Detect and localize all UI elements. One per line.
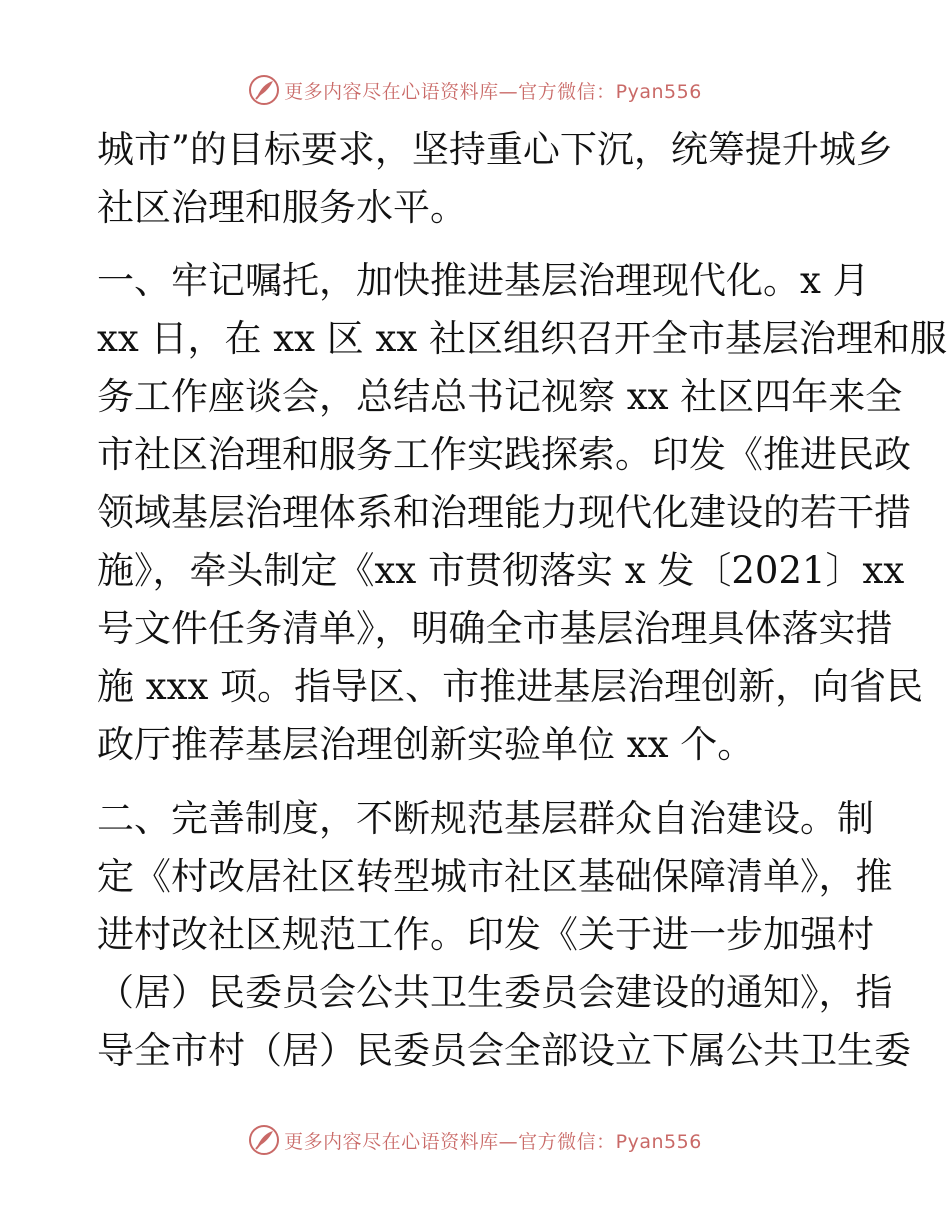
body-line-7: 领域基层治理体系和治理能力现代化建设的若干措 (97, 491, 911, 534)
body-line-10: 施 xxx 项。指导区、市推进基层治理创新，向省民 (97, 665, 924, 708)
body-line-15: （居）民委员会公共卫生委员会建设的通知》，指 (97, 971, 893, 1014)
watermark-text: 更多内容尽在心语资料库—官方微信：Pyan556 (284, 1130, 702, 1153)
feather-pen-icon (248, 1124, 280, 1156)
body-line-6: 市社区治理和服务工作实践探索。印发《推进民政 (97, 433, 911, 476)
body-line-1: 城市”的目标要求，坚持重心下沉，统筹提升城乡 (97, 128, 893, 171)
body-line-11: 政厅推荐基层治理创新实验单位 xx 个。 (97, 723, 755, 766)
body-line-14: 进村改社区规范工作。印发《关于进一步加强村 (97, 913, 874, 956)
body-line-8: 施》，牵头制定《xx 市贯彻落实 x 发〔2021〕xx (97, 549, 905, 592)
header-watermark (0, 70, 950, 110)
feather-pen-icon (248, 74, 280, 106)
body-line-12: 二、完善制度，不断规范基层群众自治建设。制 (97, 797, 874, 840)
body-line-5: 务工作座谈会，总结总书记视察 xx 社区四年来全 (97, 375, 903, 418)
watermark-text: 更多内容尽在心语资料库—官方微信：Pyan556 (284, 80, 702, 103)
body-line-16: 导全市村（居）民委员会全部设立下属公共卫生委 (97, 1029, 911, 1072)
body-line-9: 号文件任务清单》，明确全市基层治理具体落实措 (97, 607, 893, 650)
body-line-4: xx 日，在 xx 区 xx 社区组织召开全市基层治理和服 (97, 317, 948, 360)
footer-watermark (0, 1120, 950, 1160)
body-line-13: 定《村改居社区转型城市社区基础保障清单》，推 (97, 855, 893, 898)
body-line-3: 一、牢记嘱托，加快推进基层治理现代化。x 月 (97, 259, 870, 302)
body-line-2: 社区治理和服务水平。 (97, 186, 467, 229)
